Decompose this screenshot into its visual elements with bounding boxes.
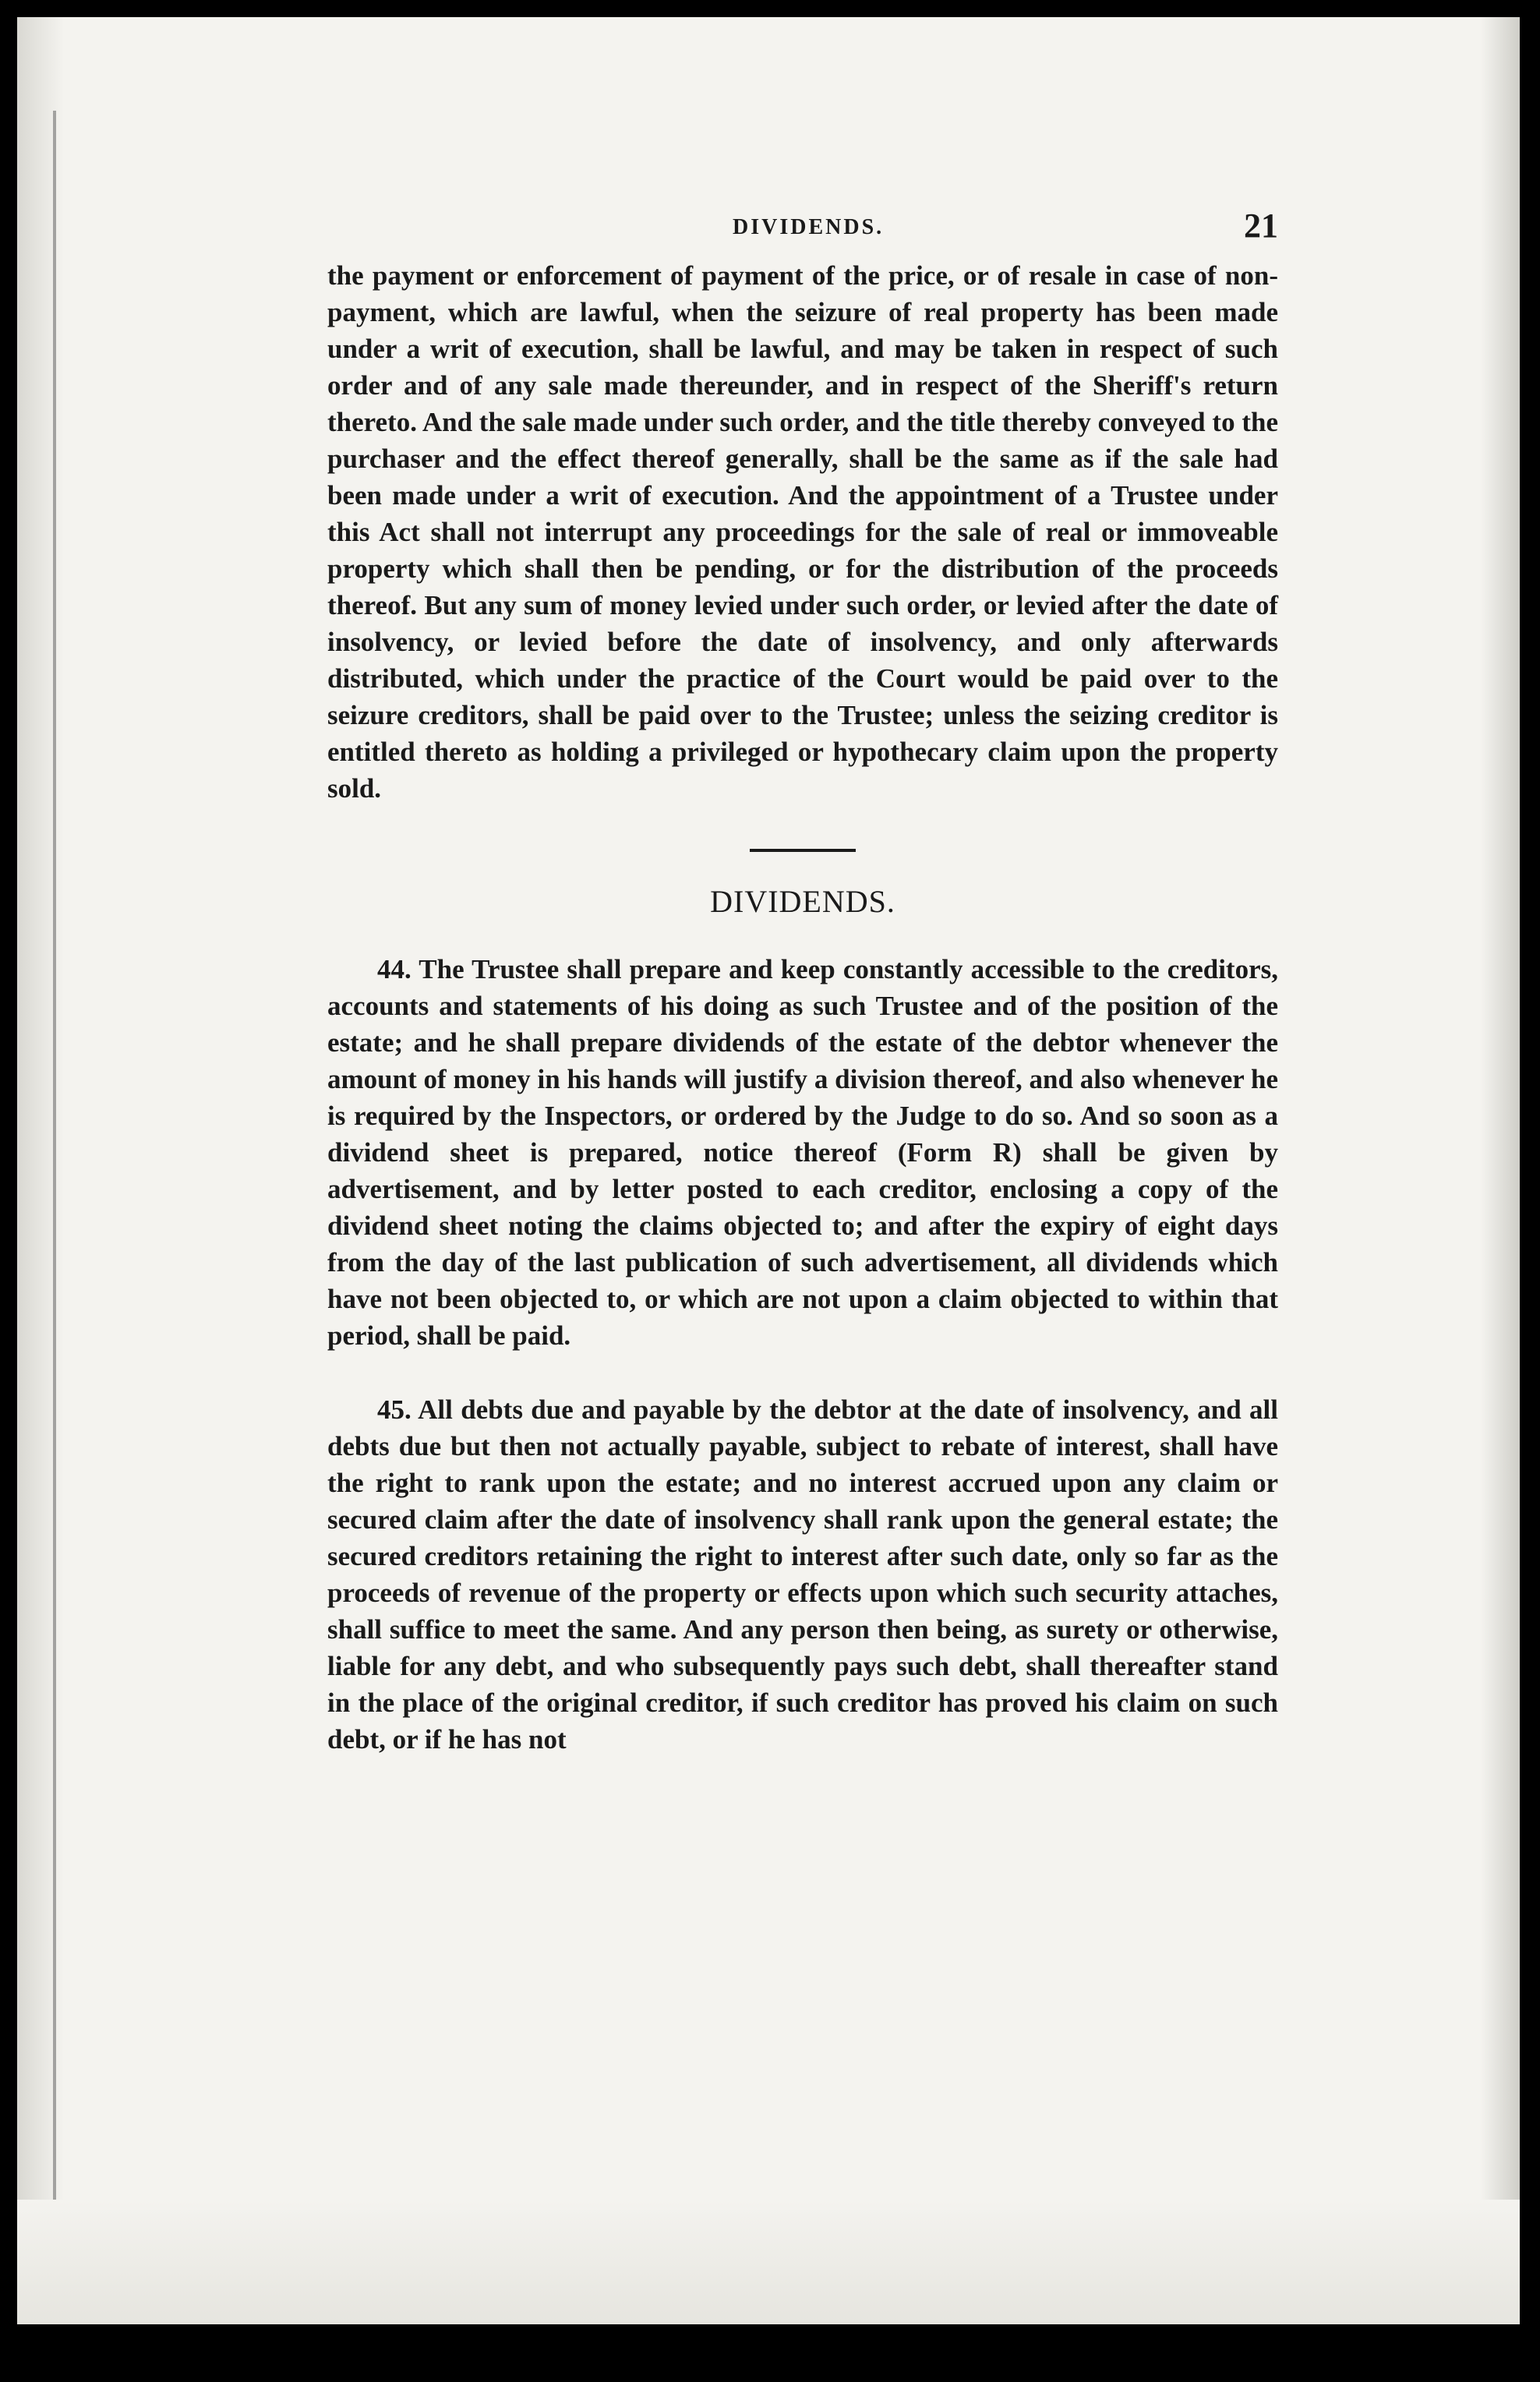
binding-line	[53, 111, 56, 2293]
section-divider-rule	[750, 849, 856, 852]
running-head-title: DIVIDENDS.	[733, 215, 885, 239]
section-heading: DIVIDENDS.	[710, 884, 895, 919]
page-right-edge-shadow	[1481, 17, 1520, 2324]
paragraph-45: 45. All debts due and payable by the debtor at the date of insolvency, and all debts due but then not actually payable, subject to rebate of interest, shall have the right to rank upon the estate; and no interest accrued upon any claim or secured claim after the date of insolvency shall rank upon the general estate; the secured creditors retaining the right to interest after such date, only so far as the proceeds of revenue of the property or effects upon which such security attaches, shall suffice to meet the same. And any person then being, as surety or otherwise, liable for any debt, and who subsequently pays such debt, shall thereafter stand in the place of the original creditor, if such creditor has proved his claim on such debt, or if he has not	[327, 1394, 1278, 1755]
page-bottom-shadow	[17, 2200, 1520, 2324]
page-number: 21	[1244, 207, 1278, 245]
page-left-edge-shadow	[17, 17, 64, 2324]
paragraph-gap	[327, 1354, 1278, 1391]
continuation-paragraph: the payment or enforcement of payment of the price, or of resale in case of non-payment, which are lawful, when the seizure of real property has been made under a writ of execution, shall be lawful, and may be taken in respect of such order and of any sale made thereunder, and in respect of the Sheriff's return thereto. And the sale made under such order, and the title thereby conveyed to the purchaser and the effect thereof generally, shall be the same as if the sale had been made under a writ of execution. And the appointment of a Trustee under this Act shall not interrupt any proceedings for the sale of real or immoveable property which shall then be pending, or for the distribution of the proceeds thereof. But any sum of money levied under such order, or levied after the date of insolvency, or levied before the date of insolvency, and only afterwards distributed, which under the practice of the Court would be paid over to the seizure creditors, shall be paid over to the Trustee; unless the seizing creditor is entitled thereto as holding a privileged or hypothecary claim upon the property sold.	[327, 260, 1278, 804]
text-block	[327, 203, 1278, 1758]
running-head	[327, 203, 1278, 257]
paragraph-44: 44. The Trustee shall prepare and keep constantly accessible to the creditors, accounts and statements of his doing as such Trustee and of the position of the estate; and he shall prepare dividends of the estate of the debtor whenever the amount of money in his hands will justify a division thereof, and also whenever he is required by the Inspectors, or ordered by the Judge to do so. And so soon as a dividend sheet is prepared, notice thereof (Form R) shall be given by advertisement, and by letter posted to each creditor, enclosing a copy of the dividend sheet noting the claims objected to; and after the expiry of eight days from the day of the last publication of such advertisement, all dividends which have not been objected to, or which are not upon a claim objected to within that period, shall be paid.	[327, 954, 1278, 1351]
